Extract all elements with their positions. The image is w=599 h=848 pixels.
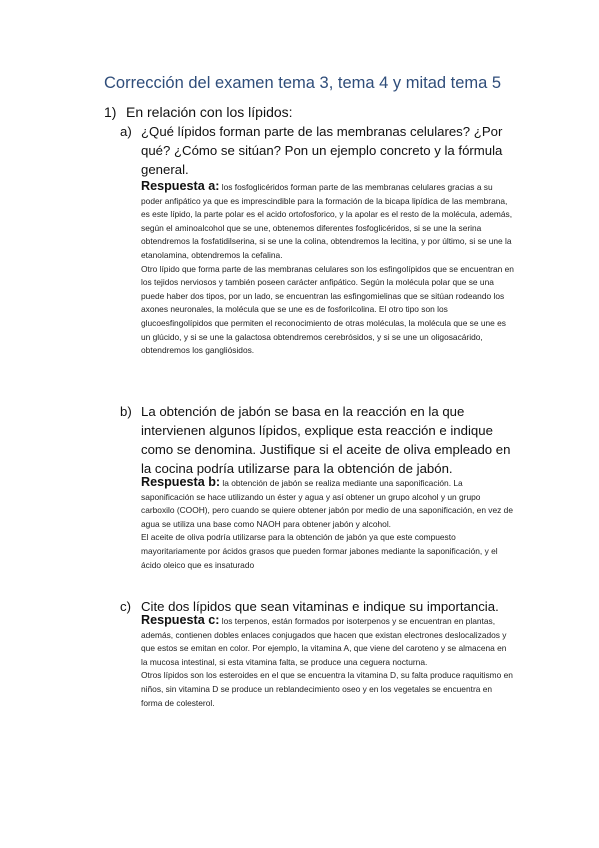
answer-b <box>141 476 515 572</box>
subquestion-letter: c) <box>120 599 131 614</box>
subquestion-text: Cite dos lípidos que sean vitaminas e indique su importancia. <box>141 599 499 614</box>
answer-paragraph: Otros lípidos son los esteroides en el que se encuentra la vitamina D, su falta produce raquitismo en niños, sin vitamina D se produce un reblandecimiento oseo y en los vegetales se encuentra en forma de colesterol. <box>141 670 513 708</box>
answer-c <box>141 614 515 710</box>
question-text: En relación con los lípidos: <box>126 104 293 120</box>
answer-paragraph: Otro lípido que forma parte de las membranas celulares son los esfingolípidos que se encuentran en los tejidos nerviosos y también poseen carácter anfipático. Según la molécula polar que se una puede haber dos tipos, por un lado, se encuentran las esfingomielinas que se sitúan rodeando los axones neuronales, la molécula que se une es de fosforilcolina. El otro tipo son los glucoesfingolípidos que permiten el reconocimiento de otras moléculas, la molécula que se une es un glúcido, y si se une la galactosa obtendremos cerebrósidos, y si se une un oligosacárido, obtendremos los gangliósidos. <box>141 263 514 356</box>
answer-label: Respuesta c: <box>141 613 220 627</box>
question-1 <box>104 104 293 120</box>
subquestion-a <box>120 122 515 179</box>
subquestion-text: La obtención de jabón se basa en la reacción en la que intervienen algunos lípidos, explique esta reacción e indique como se denomina. Justifique si el aceite de oliva empleado en la cocina podría utilizarse para la obtención de jabón. <box>141 404 511 476</box>
answer-paragraph: los terpenos, están formados por isoterpenos y se encuentran en plantas, además, contienen dobles enlaces conjugados que hacen que existan electrones deslocalizados y que estos se emitan en color. Por ejemplo, la vitamina A, que viene del caroteno y se almacena en la mucosa intestinal, si esta vitamina falta, se produce una ceguera nocturna. <box>141 616 507 667</box>
subquestion-text: ¿Qué lípidos forman parte de las membranas celulares? ¿Por qué? ¿Cómo se sitúan? Pon un ejemplo concreto y la fórmula general. <box>141 124 503 177</box>
question-number: 1) <box>104 104 117 120</box>
subquestion-letter: a) <box>120 124 132 139</box>
answer-label: Respuesta a: <box>141 179 220 193</box>
subquestion-letter: b) <box>120 404 132 419</box>
subquestion-b <box>120 402 515 478</box>
answer-paragraph: la obtención de jabón se realiza mediante una saponificación. La saponificación se hace utilizando un éster y agua y así obtener un grupo alcohol y un grupo carboxilo (COOH), pero cuando se quiere obtener jabón por medio de una saponificación, en vez de agua se utiliza una base como NAOH para obtener jabón y alcohol. <box>141 478 513 529</box>
answer-paragraph: El aceite de oliva podría utilizarse para la obtención de jabón ya que este compuesto mayoritariamente por ácidos grasos que pueden formar jabones mediante la saponificación, y el ácido oleico que es insaturado <box>141 532 498 570</box>
document-title: Corrección del examen tema 3, tema 4 y mitad tema 5 <box>104 74 502 92</box>
answer-label: Respuesta b: <box>141 475 221 489</box>
answer-a <box>141 180 515 358</box>
answer-paragraph: los fosfoglicéridos forman parte de las membranas celulares gracias a su poder anfipático ya que es imprescindible para la formación de la bicapa lipídica de las membrana, es este lípido, la parte polar es el acido ortofosforico, y la apolar es el resto de la molécula, además, según el aminoalcohol que se une, obtenemos diferentes fosfoglicéridos, si se une la serina obtendremos la fosfatidilserina, si se une la colina, obtendremos la lecitina, y por último, si se une la etanolamina, obtendremos la cefalina. <box>141 182 513 260</box>
